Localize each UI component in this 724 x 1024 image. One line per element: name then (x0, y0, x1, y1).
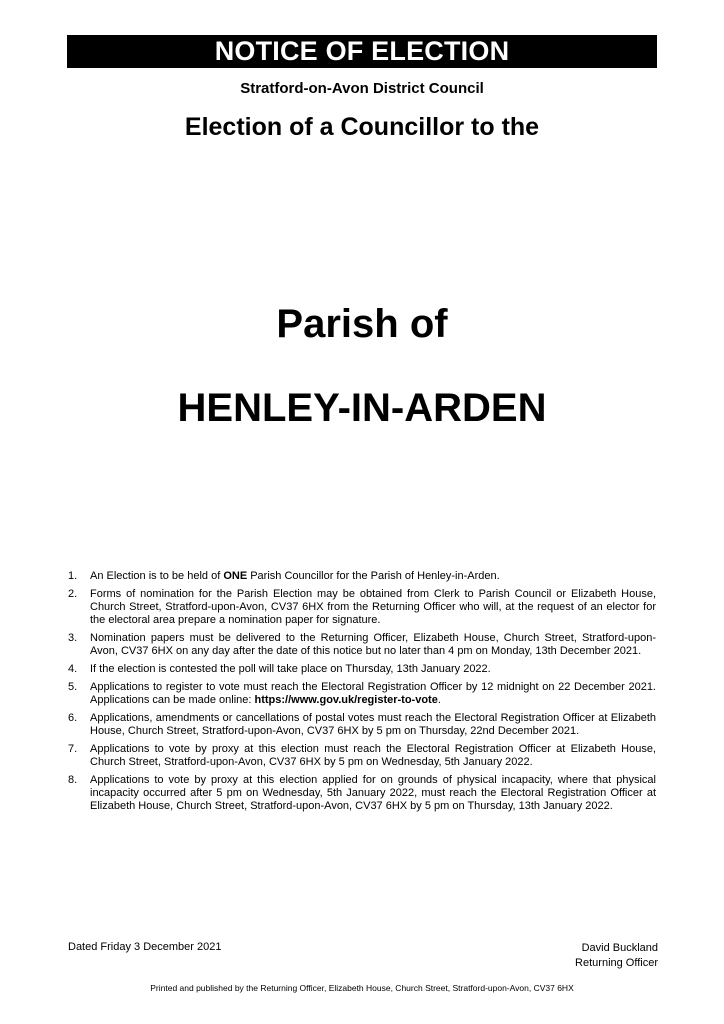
item-text (90, 712, 656, 738)
item-text-part: Applications to vote by proxy at this election must reach the Electoral Registration Officer at Elizabeth House, Church Street, Stratford-upon-Avon, CV37 6HX by 5 pm on Wednesday, 5th January 2022. (90, 743, 656, 768)
notice-date: Dated Friday 3 December 2021 (68, 941, 222, 953)
item-text-part: Forms of nomination for the Parish Election may be obtained from Clerk to Parish Council or Elizabeth House, Church Street, Stratford-upon-Avon, CV37 6HX from the Returning Officer who will, at the request of an elector for the electoral area prepare a nomination paper for signature. (90, 588, 656, 626)
item-number: 5. (68, 681, 78, 693)
item-text-part: Applications, amendments or cancellations of postal votes must reach the Electoral Registration Officer at Elizabeth House, Church Street, Stratford-upon-Avon, CV37 6HX by 5 pm on Thursday, 22nd December 2021. (90, 712, 656, 737)
item-text-part: Applications to register to vote must reach the Electoral Registration Officer by 12 midnight on 22 December 2021. Applications can be made online: (90, 681, 656, 706)
item-text (90, 588, 656, 627)
item-number: 6. (68, 712, 78, 724)
election-subtitle: Election of a Councillor to the (184, 113, 540, 141)
notice-banner: NOTICE OF ELECTION (67, 35, 657, 68)
item-text (90, 743, 656, 769)
item-text (90, 632, 656, 658)
council-name: Stratford-on-Avon District Council (240, 80, 484, 97)
item-number: 1. (68, 570, 78, 582)
item-text-part: Nomination papers must be delivered to the Returning Officer, Elizabeth House, Church Street, Stratford-upon-Avon, CV37 6HX on any day after the date of this notice but no later than 4 pm on Monday, 13th December 2021. (90, 632, 656, 657)
item-text (90, 681, 656, 707)
item-number: 3. (68, 632, 78, 644)
notice-item (68, 570, 656, 583)
item-text (90, 774, 656, 813)
parish-label: Parish of (276, 302, 448, 346)
item-text (90, 570, 656, 583)
item-number: 2. (68, 588, 78, 600)
notice-item (68, 774, 656, 813)
register-to-vote-link[interactable]: https://www.gov.uk/register-to-vote (254, 694, 438, 706)
item-text (90, 663, 656, 676)
signatory-title: Returning Officer (575, 957, 658, 969)
item-text-part: Parish Councillor for the Parish of Henley-in-Arden. (247, 570, 500, 582)
notice-items (68, 570, 656, 818)
notice-item (68, 663, 656, 676)
signatory-block (575, 941, 658, 971)
item-number: 4. (68, 663, 78, 675)
notice-item (68, 632, 656, 658)
notice-item (68, 681, 656, 707)
signatory-name: David Buckland (581, 942, 658, 954)
notice-item (68, 588, 656, 627)
notice-item (68, 743, 656, 769)
item-text-part: . (437, 694, 441, 706)
item-number: 8. (68, 774, 78, 786)
item-emphasis: ONE (223, 570, 248, 582)
item-text-part: Applications to vote by proxy at this election applied for on grounds of physical incapacity, where that physical incapacity occurred after 5 pm on Wednesday, 5th January 2022, must reach the Electoral Registration Officer at Elizabeth House, Church Street, Stratford-upon-Avon, CV37 6HX by 5 pm on Thursday, 13th January 2022. (90, 774, 656, 812)
item-number: 7. (68, 743, 78, 755)
notice-item (68, 712, 656, 738)
parish-name: HENLEY-IN-ARDEN (177, 386, 547, 430)
imprint-line: Printed and published by the Returning Officer, Elizabeth House, Church Street, Stratford-upon-Avon, CV37 6HX (150, 983, 574, 993)
item-text-part: If the election is contested the poll will take place on Thursday, 13th January 2022. (90, 663, 491, 675)
item-text-part: An Election is to be held of (90, 570, 224, 582)
